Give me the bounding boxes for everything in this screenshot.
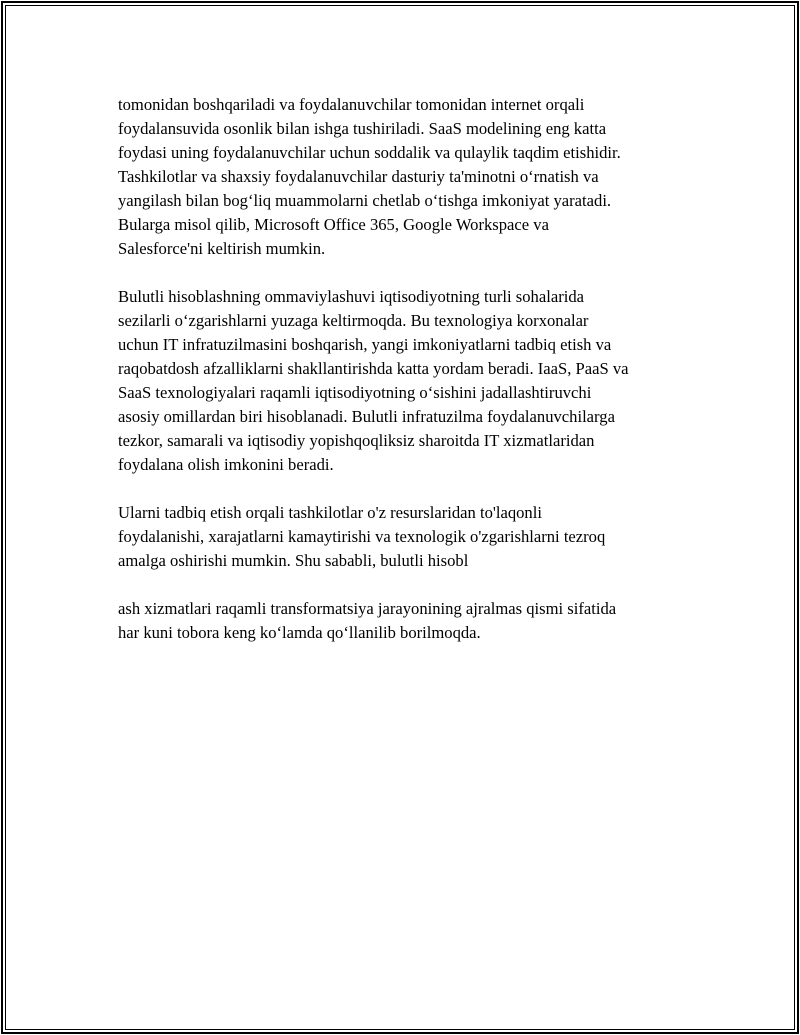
paragraph-adoption: Ularni tadbiq etish orqali tashkilotlar o'z resurslaridan to'laqonli foydalanishi, xarajatlarni kamaytirishi va texnologik o'zgarishlarni tezroq amalga oshirishi mumkin. Shu sababli, bulutli hisobl xyxy=(118,503,606,570)
paragraph-cloud-popularization: Bulutli hisoblashning ommaviylashuvi iqtisodiyotning turli sohalarida sezilarli o‘zgarishlarni yuzaga keltirmoqda. Bu texnologiya korxonalar uchun IT infratuzilmasini boshqarish, yangi imkoniyatlarni tadbiq etish va raqobatdosh afzalliklarni shakllantirishda katta yordam beradi. IaaS, PaaS va SaaS texnologiyalari raqamli iqtisodiyotning o‘sishini jadallashtiruvchi asosiy omillardan biri hisoblanadi. Bulutli infratuzilma foydalanuvchilarga tezkor, samarali va iqtisodiy yopishqoqliksiz sharoitda IT xizmatlaridan foydalana olish imkonini beradi. xyxy=(118,287,629,474)
paragraph-conclusion: ash xizmatlari raqamli transformatsiya jarayonining ajralmas qismi sifatida har kuni tobora keng ko‘lamda qo‘llanilib borilmoqda. xyxy=(118,599,617,642)
document-body xyxy=(118,93,688,669)
paragraph-saas: tomonidan boshqariladi va foydalanuvchilar tomonidan internet orqali foydalansuvida osonlik bilan ishga tushiriladi. SaaS modelining eng katta foydasi uning foydalanuvchilar uchun soddalik va qulaylik taqdim etishidir. Tashkilotlar va shaxsiy foydalanuvchilar dasturiy ta'minotni o‘rnatish va yangilash bilan bog‘liq muammolarni chetlab o‘tishga imkoniyat yaratadi. Bularga misol qilib, Microsoft Office 365, Google Workspace va Salesforce'ni keltirish mumkin. xyxy=(118,95,621,258)
